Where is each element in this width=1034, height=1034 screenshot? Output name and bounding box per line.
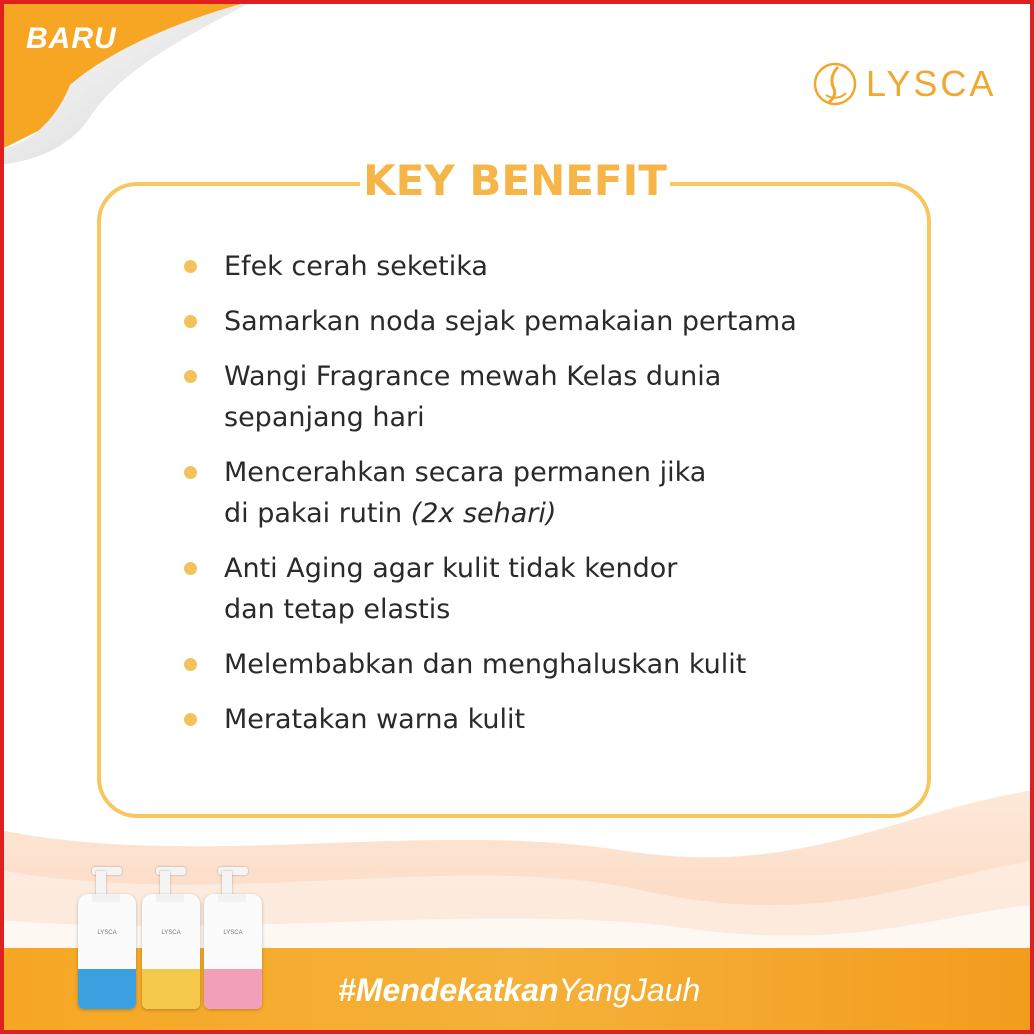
benefit-text: Melembabkan dan menghaluskan kulit <box>224 649 747 680</box>
bullet-dot-icon <box>184 370 197 383</box>
benefit-text-plain: di pakai rutin <box>224 498 411 529</box>
benefit-text: Meratakan warna kulit <box>224 704 526 735</box>
list-item <box>184 644 884 685</box>
benefit-text-line1: Mencerahkan secara permanen jika <box>224 457 707 488</box>
benefit-text-italic: (2x sehari) <box>410 498 557 529</box>
benefit-text-line1: Wangi Fragrance mewah Kelas dunia <box>224 361 722 392</box>
bullet-dot-icon <box>184 658 197 671</box>
benefit-text-line1: Anti Aging agar kulit tidak kendor <box>224 553 678 584</box>
benefit-text-line2: sepanjang hari <box>224 402 425 433</box>
list-item <box>184 452 884 534</box>
bullet-dot-icon <box>184 260 197 273</box>
benefit-text: Efek cerah seketika <box>224 251 488 282</box>
product-bottle-pink <box>204 894 262 1009</box>
benefit-text-line2: dan tetap elastis <box>224 594 451 625</box>
benefit-text-line2 <box>224 493 884 534</box>
bullet-dot-icon <box>184 466 197 479</box>
hashtag-bold: #Mendekatkan <box>338 972 559 1008</box>
lysca-figure-icon <box>812 59 858 109</box>
list-item <box>184 301 884 342</box>
benefit-text: Samarkan noda sejak pemakaian pertama <box>224 306 797 337</box>
list-item <box>184 246 884 287</box>
brand-name: LYSCA <box>866 63 997 104</box>
product-bottle-yellow <box>142 894 200 1009</box>
bullet-dot-icon <box>184 562 197 575</box>
product-bottle-blue <box>78 894 136 1009</box>
list-item <box>184 699 884 740</box>
list-item <box>184 548 884 630</box>
bottle-brand: LYSCA <box>223 930 243 936</box>
bottle-brand: LYSCA <box>97 930 117 936</box>
card-title: KEY BENEFIT <box>360 153 670 209</box>
campaign-hashtag <box>338 972 700 1009</box>
product-bottles <box>72 864 272 1009</box>
bullet-dot-icon <box>184 315 197 328</box>
brand-logo <box>812 58 996 110</box>
benefit-list <box>184 246 884 754</box>
hashtag-light: YangJauh <box>558 972 701 1008</box>
bottle-brand: LYSCA <box>161 930 181 936</box>
bullet-dot-icon <box>184 713 197 726</box>
new-badge-label: BARU <box>26 22 117 55</box>
list-item <box>184 356 884 438</box>
new-badge-corner <box>0 0 260 170</box>
